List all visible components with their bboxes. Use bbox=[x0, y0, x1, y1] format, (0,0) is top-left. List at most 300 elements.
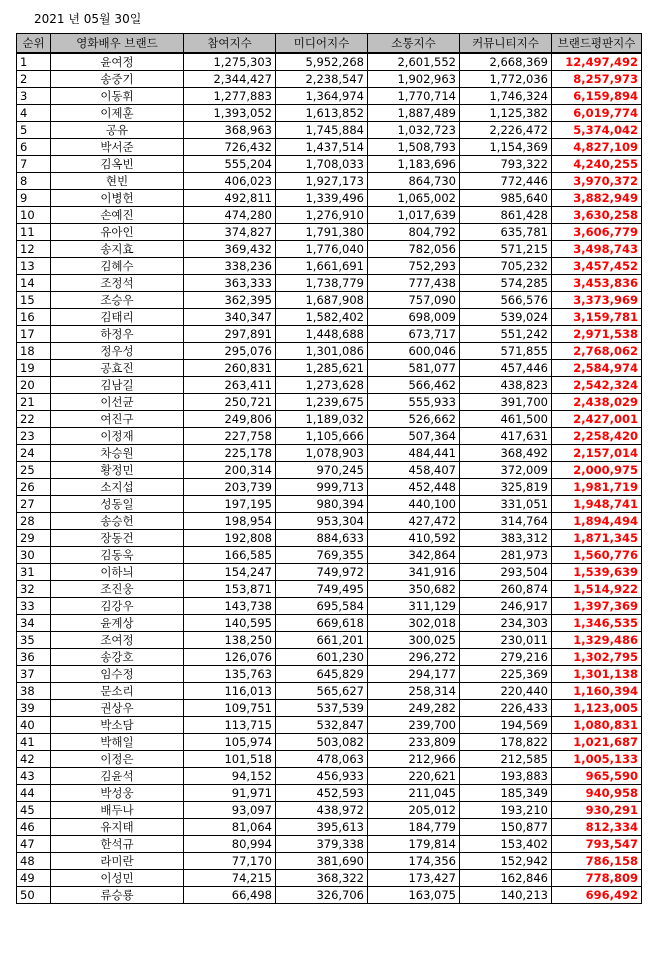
table-row bbox=[17, 104, 642, 121]
actor-name-cell: 박성웅 bbox=[51, 784, 184, 801]
media-cell: 1,105,666 bbox=[276, 427, 368, 444]
table-row bbox=[17, 852, 642, 869]
communication-cell: 1,017,639 bbox=[368, 206, 460, 223]
participation-cell: 492,811 bbox=[184, 189, 276, 206]
table-row bbox=[17, 308, 642, 325]
rank-cell: 7 bbox=[17, 155, 51, 172]
brand-reputation-cell: 2,971,538 bbox=[552, 325, 642, 342]
brand-reputation-cell: 1,160,394 bbox=[552, 682, 642, 699]
table-row bbox=[17, 172, 642, 189]
media-cell: 381,690 bbox=[276, 852, 368, 869]
brand-reputation-cell: 4,827,109 bbox=[552, 138, 642, 155]
rank-cell: 18 bbox=[17, 342, 51, 359]
actor-name-cell: 이선균 bbox=[51, 393, 184, 410]
community-cell: 178,822 bbox=[460, 733, 552, 750]
actor-name-cell: 박소담 bbox=[51, 716, 184, 733]
communication-cell: 302,018 bbox=[368, 614, 460, 631]
rank-cell: 35 bbox=[17, 631, 51, 648]
participation-cell: 474,280 bbox=[184, 206, 276, 223]
rank-cell: 45 bbox=[17, 801, 51, 818]
brand-reputation-cell: 3,882,949 bbox=[552, 189, 642, 206]
brand-reputation-cell: 1,894,494 bbox=[552, 512, 642, 529]
actor-name-cell: 송중기 bbox=[51, 70, 184, 87]
table-row bbox=[17, 478, 642, 495]
actor-name-cell: 조여정 bbox=[51, 631, 184, 648]
table-row bbox=[17, 614, 642, 631]
communication-cell: 452,448 bbox=[368, 478, 460, 495]
rank-cell: 33 bbox=[17, 597, 51, 614]
media-cell: 1,437,514 bbox=[276, 138, 368, 155]
actor-name-cell: 여진구 bbox=[51, 410, 184, 427]
table-row bbox=[17, 138, 642, 155]
actor-name-cell: 유지태 bbox=[51, 818, 184, 835]
brand-reputation-cell: 2,438,029 bbox=[552, 393, 642, 410]
rank-cell: 11 bbox=[17, 223, 51, 240]
table-row bbox=[17, 512, 642, 529]
rank-cell: 37 bbox=[17, 665, 51, 682]
rank-cell: 38 bbox=[17, 682, 51, 699]
rank-cell: 16 bbox=[17, 308, 51, 325]
media-cell: 452,593 bbox=[276, 784, 368, 801]
community-cell: 279,216 bbox=[460, 648, 552, 665]
communication-cell: 350,682 bbox=[368, 580, 460, 597]
brand-reputation-cell: 2,000,975 bbox=[552, 461, 642, 478]
communication-cell: 566,462 bbox=[368, 376, 460, 393]
brand-reputation-cell: 12,497,492 bbox=[552, 53, 642, 71]
community-cell: 571,855 bbox=[460, 342, 552, 359]
actor-name-cell: 송강호 bbox=[51, 648, 184, 665]
participation-cell: 1,393,052 bbox=[184, 104, 276, 121]
brand-reputation-cell: 3,159,781 bbox=[552, 308, 642, 325]
rank-cell: 34 bbox=[17, 614, 51, 631]
rank-cell: 30 bbox=[17, 546, 51, 563]
community-cell: 193,883 bbox=[460, 767, 552, 784]
actor-name-cell: 김옥빈 bbox=[51, 155, 184, 172]
rank-cell: 25 bbox=[17, 461, 51, 478]
participation-cell: 227,758 bbox=[184, 427, 276, 444]
actor-name-cell: 문소리 bbox=[51, 682, 184, 699]
brand-reputation-cell: 1,981,719 bbox=[552, 478, 642, 495]
participation-cell: 363,333 bbox=[184, 274, 276, 291]
rank-cell: 27 bbox=[17, 495, 51, 512]
rank-cell: 15 bbox=[17, 291, 51, 308]
brand-reputation-cell: 1,302,795 bbox=[552, 648, 642, 665]
participation-cell: 113,715 bbox=[184, 716, 276, 733]
communication-cell: 1,183,696 bbox=[368, 155, 460, 172]
actor-name-cell: 류승룡 bbox=[51, 886, 184, 903]
participation-cell: 249,806 bbox=[184, 410, 276, 427]
community-cell: 551,242 bbox=[460, 325, 552, 342]
media-cell: 1,708,033 bbox=[276, 155, 368, 172]
participation-cell: 192,808 bbox=[184, 529, 276, 546]
rank-cell: 1 bbox=[17, 53, 51, 71]
rank-cell: 42 bbox=[17, 750, 51, 767]
actor-name-cell: 조승우 bbox=[51, 291, 184, 308]
actor-name-cell: 김태리 bbox=[51, 308, 184, 325]
media-cell: 769,355 bbox=[276, 546, 368, 563]
community-cell: 861,428 bbox=[460, 206, 552, 223]
actor-name-cell: 윤계상 bbox=[51, 614, 184, 631]
communication-cell: 1,508,793 bbox=[368, 138, 460, 155]
brand-reputation-cell: 1,560,776 bbox=[552, 546, 642, 563]
actor-name-cell: 이성민 bbox=[51, 869, 184, 886]
media-cell: 1,273,628 bbox=[276, 376, 368, 393]
actor-name-cell: 윤여정 bbox=[51, 53, 184, 71]
media-cell: 395,613 bbox=[276, 818, 368, 835]
community-cell: 383,312 bbox=[460, 529, 552, 546]
brand-reputation-cell: 786,158 bbox=[552, 852, 642, 869]
media-cell: 1,738,779 bbox=[276, 274, 368, 291]
community-cell: 281,973 bbox=[460, 546, 552, 563]
table-row bbox=[17, 648, 642, 665]
brand-reputation-cell: 3,457,452 bbox=[552, 257, 642, 274]
actor-name-cell: 공효진 bbox=[51, 359, 184, 376]
communication-cell: 1,902,963 bbox=[368, 70, 460, 87]
header-participation-index: 참여지수 bbox=[184, 34, 276, 53]
community-cell: 185,349 bbox=[460, 784, 552, 801]
rank-cell: 5 bbox=[17, 121, 51, 138]
brand-reputation-cell: 1,123,005 bbox=[552, 699, 642, 716]
community-cell: 331,051 bbox=[460, 495, 552, 512]
participation-cell: 77,170 bbox=[184, 852, 276, 869]
participation-cell: 555,204 bbox=[184, 155, 276, 172]
community-cell: 225,369 bbox=[460, 665, 552, 682]
actor-name-cell: 라미란 bbox=[51, 852, 184, 869]
communication-cell: 212,966 bbox=[368, 750, 460, 767]
participation-cell: 406,023 bbox=[184, 172, 276, 189]
participation-cell: 338,236 bbox=[184, 257, 276, 274]
community-cell: 571,215 bbox=[460, 240, 552, 257]
table-row bbox=[17, 427, 642, 444]
rank-cell: 44 bbox=[17, 784, 51, 801]
community-cell: 372,009 bbox=[460, 461, 552, 478]
communication-cell: 777,438 bbox=[368, 274, 460, 291]
media-cell: 645,829 bbox=[276, 665, 368, 682]
actor-name-cell: 소지섭 bbox=[51, 478, 184, 495]
actor-name-cell: 조정석 bbox=[51, 274, 184, 291]
participation-cell: 154,247 bbox=[184, 563, 276, 580]
rank-cell: 32 bbox=[17, 580, 51, 597]
communication-cell: 864,730 bbox=[368, 172, 460, 189]
rank-cell: 17 bbox=[17, 325, 51, 342]
table-row bbox=[17, 529, 642, 546]
participation-cell: 153,871 bbox=[184, 580, 276, 597]
media-cell: 503,082 bbox=[276, 733, 368, 750]
participation-cell: 726,432 bbox=[184, 138, 276, 155]
participation-cell: 340,347 bbox=[184, 308, 276, 325]
communication-cell: 211,045 bbox=[368, 784, 460, 801]
communication-cell: 440,100 bbox=[368, 495, 460, 512]
communication-cell: 427,472 bbox=[368, 512, 460, 529]
community-cell: 1,772,036 bbox=[460, 70, 552, 87]
brand-reputation-cell: 1,948,741 bbox=[552, 495, 642, 512]
media-cell: 953,304 bbox=[276, 512, 368, 529]
rank-cell: 48 bbox=[17, 852, 51, 869]
communication-cell: 258,314 bbox=[368, 682, 460, 699]
table-row bbox=[17, 733, 642, 750]
actor-name-cell: 김윤석 bbox=[51, 767, 184, 784]
communication-cell: 173,427 bbox=[368, 869, 460, 886]
table-row bbox=[17, 274, 642, 291]
community-cell: 230,011 bbox=[460, 631, 552, 648]
community-cell: 772,446 bbox=[460, 172, 552, 189]
participation-cell: 368,963 bbox=[184, 121, 276, 138]
rank-cell: 21 bbox=[17, 393, 51, 410]
participation-cell: 369,432 bbox=[184, 240, 276, 257]
actor-name-cell: 임수정 bbox=[51, 665, 184, 682]
actor-name-cell: 공유 bbox=[51, 121, 184, 138]
table-row bbox=[17, 818, 642, 835]
actor-name-cell: 이정은 bbox=[51, 750, 184, 767]
brand-reputation-cell: 1,301,138 bbox=[552, 665, 642, 682]
brand-reputation-cell: 2,768,062 bbox=[552, 342, 642, 359]
rank-cell: 43 bbox=[17, 767, 51, 784]
actor-name-cell: 한석규 bbox=[51, 835, 184, 852]
media-cell: 1,301,086 bbox=[276, 342, 368, 359]
media-cell: 1,687,908 bbox=[276, 291, 368, 308]
rank-cell: 28 bbox=[17, 512, 51, 529]
table-row bbox=[17, 767, 642, 784]
brand-reputation-cell: 6,159,894 bbox=[552, 87, 642, 104]
brand-reputation-cell: 1,080,831 bbox=[552, 716, 642, 733]
communication-cell: 410,592 bbox=[368, 529, 460, 546]
participation-cell: 116,013 bbox=[184, 682, 276, 699]
header-community-index: 커뮤니티지수 bbox=[460, 34, 552, 53]
table-row bbox=[17, 291, 642, 308]
participation-cell: 140,595 bbox=[184, 614, 276, 631]
media-cell: 478,063 bbox=[276, 750, 368, 767]
participation-cell: 94,152 bbox=[184, 767, 276, 784]
table-row bbox=[17, 257, 642, 274]
table-row bbox=[17, 580, 642, 597]
communication-cell: 600,046 bbox=[368, 342, 460, 359]
table-row bbox=[17, 410, 642, 427]
communication-cell: 220,621 bbox=[368, 767, 460, 784]
community-cell: 1,154,369 bbox=[460, 138, 552, 155]
communication-cell: 804,792 bbox=[368, 223, 460, 240]
participation-cell: 260,831 bbox=[184, 359, 276, 376]
media-cell: 456,933 bbox=[276, 767, 368, 784]
table-row bbox=[17, 835, 642, 852]
communication-cell: 1,065,002 bbox=[368, 189, 460, 206]
brand-reputation-cell: 930,291 bbox=[552, 801, 642, 818]
table-row bbox=[17, 699, 642, 716]
media-cell: 1,745,884 bbox=[276, 121, 368, 138]
actor-name-cell: 손예진 bbox=[51, 206, 184, 223]
rank-cell: 31 bbox=[17, 563, 51, 580]
brand-reputation-cell: 4,240,255 bbox=[552, 155, 642, 172]
report-date: 2021 년 05월 30일 bbox=[34, 12, 142, 26]
table-row bbox=[17, 342, 642, 359]
media-cell: 1,189,032 bbox=[276, 410, 368, 427]
participation-cell: 74,215 bbox=[184, 869, 276, 886]
rank-cell: 12 bbox=[17, 240, 51, 257]
brand-reputation-cell: 3,630,258 bbox=[552, 206, 642, 223]
participation-cell: 200,314 bbox=[184, 461, 276, 478]
rank-cell: 24 bbox=[17, 444, 51, 461]
rank-cell: 9 bbox=[17, 189, 51, 206]
communication-cell: 2,601,552 bbox=[368, 53, 460, 71]
table-row bbox=[17, 240, 642, 257]
media-cell: 326,706 bbox=[276, 886, 368, 903]
rank-cell: 20 bbox=[17, 376, 51, 393]
participation-cell: 105,974 bbox=[184, 733, 276, 750]
media-cell: 749,495 bbox=[276, 580, 368, 597]
media-cell: 537,539 bbox=[276, 699, 368, 716]
community-cell: 539,024 bbox=[460, 308, 552, 325]
table-row bbox=[17, 750, 642, 767]
rank-cell: 14 bbox=[17, 274, 51, 291]
community-cell: 246,917 bbox=[460, 597, 552, 614]
community-cell: 705,232 bbox=[460, 257, 552, 274]
participation-cell: 198,954 bbox=[184, 512, 276, 529]
actor-name-cell: 김동욱 bbox=[51, 546, 184, 563]
participation-cell: 143,738 bbox=[184, 597, 276, 614]
header-communication-index: 소통지수 bbox=[368, 34, 460, 53]
media-cell: 601,230 bbox=[276, 648, 368, 665]
participation-cell: 91,971 bbox=[184, 784, 276, 801]
communication-cell: 673,717 bbox=[368, 325, 460, 342]
communication-cell: 179,814 bbox=[368, 835, 460, 852]
header-media-index: 미디어지수 bbox=[276, 34, 368, 53]
table-row bbox=[17, 801, 642, 818]
brand-reputation-cell: 3,970,372 bbox=[552, 172, 642, 189]
communication-cell: 782,056 bbox=[368, 240, 460, 257]
media-cell: 368,322 bbox=[276, 869, 368, 886]
brand-reputation-cell: 3,606,779 bbox=[552, 223, 642, 240]
media-cell: 1,661,691 bbox=[276, 257, 368, 274]
actor-name-cell: 김남길 bbox=[51, 376, 184, 393]
actor-name-cell: 정우성 bbox=[51, 342, 184, 359]
rank-cell: 40 bbox=[17, 716, 51, 733]
communication-cell: 458,407 bbox=[368, 461, 460, 478]
media-cell: 1,239,675 bbox=[276, 393, 368, 410]
rank-cell: 41 bbox=[17, 733, 51, 750]
communication-cell: 341,916 bbox=[368, 563, 460, 580]
participation-cell: 203,739 bbox=[184, 478, 276, 495]
communication-cell: 757,090 bbox=[368, 291, 460, 308]
brand-reputation-cell: 6,019,774 bbox=[552, 104, 642, 121]
table-row bbox=[17, 886, 642, 903]
participation-cell: 1,277,883 bbox=[184, 87, 276, 104]
brand-reputation-cell: 8,257,973 bbox=[552, 70, 642, 87]
rank-cell: 13 bbox=[17, 257, 51, 274]
participation-cell: 250,721 bbox=[184, 393, 276, 410]
table-row bbox=[17, 461, 642, 478]
community-cell: 162,846 bbox=[460, 869, 552, 886]
communication-cell: 294,177 bbox=[368, 665, 460, 682]
rank-cell: 19 bbox=[17, 359, 51, 376]
media-cell: 999,713 bbox=[276, 478, 368, 495]
rank-cell: 36 bbox=[17, 648, 51, 665]
media-cell: 2,238,547 bbox=[276, 70, 368, 87]
communication-cell: 342,864 bbox=[368, 546, 460, 563]
community-cell: 260,874 bbox=[460, 580, 552, 597]
table-row bbox=[17, 631, 642, 648]
actor-name-cell: 차승원 bbox=[51, 444, 184, 461]
table-row bbox=[17, 495, 642, 512]
actor-name-cell: 김혜수 bbox=[51, 257, 184, 274]
participation-cell: 297,891 bbox=[184, 325, 276, 342]
media-cell: 1,078,903 bbox=[276, 444, 368, 461]
table-row bbox=[17, 444, 642, 461]
media-cell: 749,972 bbox=[276, 563, 368, 580]
rank-cell: 50 bbox=[17, 886, 51, 903]
media-cell: 1,776,040 bbox=[276, 240, 368, 257]
brand-reputation-cell: 1,329,486 bbox=[552, 631, 642, 648]
brand-reputation-table bbox=[16, 33, 642, 904]
actor-name-cell: 하정우 bbox=[51, 325, 184, 342]
brand-reputation-cell: 3,453,836 bbox=[552, 274, 642, 291]
table-row bbox=[17, 546, 642, 563]
community-cell: 461,500 bbox=[460, 410, 552, 427]
communication-cell: 484,441 bbox=[368, 444, 460, 461]
communication-cell: 507,364 bbox=[368, 427, 460, 444]
participation-cell: 135,763 bbox=[184, 665, 276, 682]
rank-cell: 46 bbox=[17, 818, 51, 835]
rank-cell: 2 bbox=[17, 70, 51, 87]
communication-cell: 555,933 bbox=[368, 393, 460, 410]
community-cell: 314,764 bbox=[460, 512, 552, 529]
media-cell: 565,627 bbox=[276, 682, 368, 699]
media-cell: 379,338 bbox=[276, 835, 368, 852]
actor-name-cell: 장동건 bbox=[51, 529, 184, 546]
brand-reputation-cell: 812,334 bbox=[552, 818, 642, 835]
community-cell: 193,210 bbox=[460, 801, 552, 818]
brand-reputation-cell: 3,373,969 bbox=[552, 291, 642, 308]
actor-name-cell: 이병헌 bbox=[51, 189, 184, 206]
brand-reputation-cell: 1,871,345 bbox=[552, 529, 642, 546]
communication-cell: 249,282 bbox=[368, 699, 460, 716]
table-row bbox=[17, 665, 642, 682]
actor-name-cell: 이하늬 bbox=[51, 563, 184, 580]
media-cell: 532,847 bbox=[276, 716, 368, 733]
media-cell: 1,448,688 bbox=[276, 325, 368, 342]
table-row bbox=[17, 359, 642, 376]
media-cell: 695,584 bbox=[276, 597, 368, 614]
table-row bbox=[17, 393, 642, 410]
community-cell: 438,823 bbox=[460, 376, 552, 393]
table-row bbox=[17, 223, 642, 240]
participation-cell: 93,097 bbox=[184, 801, 276, 818]
participation-cell: 81,064 bbox=[184, 818, 276, 835]
media-cell: 980,394 bbox=[276, 495, 368, 512]
communication-cell: 300,025 bbox=[368, 631, 460, 648]
actor-name-cell: 김강우 bbox=[51, 597, 184, 614]
brand-reputation-cell: 793,547 bbox=[552, 835, 642, 852]
rank-cell: 10 bbox=[17, 206, 51, 223]
actor-name-cell: 이정재 bbox=[51, 427, 184, 444]
brand-reputation-cell: 3,498,743 bbox=[552, 240, 642, 257]
community-cell: 2,226,472 bbox=[460, 121, 552, 138]
header-rank: 순위 bbox=[17, 34, 51, 53]
media-cell: 438,972 bbox=[276, 801, 368, 818]
participation-cell: 263,411 bbox=[184, 376, 276, 393]
communication-cell: 233,809 bbox=[368, 733, 460, 750]
table-row bbox=[17, 53, 642, 71]
table-row bbox=[17, 206, 642, 223]
actor-name-cell: 배두나 bbox=[51, 801, 184, 818]
table-row bbox=[17, 563, 642, 580]
rank-cell: 26 bbox=[17, 478, 51, 495]
brand-reputation-cell: 1,005,133 bbox=[552, 750, 642, 767]
actor-name-cell: 박해일 bbox=[51, 733, 184, 750]
media-cell: 1,927,173 bbox=[276, 172, 368, 189]
brand-reputation-cell: 2,427,001 bbox=[552, 410, 642, 427]
community-cell: 220,440 bbox=[460, 682, 552, 699]
participation-cell: 362,395 bbox=[184, 291, 276, 308]
media-cell: 1,791,380 bbox=[276, 223, 368, 240]
